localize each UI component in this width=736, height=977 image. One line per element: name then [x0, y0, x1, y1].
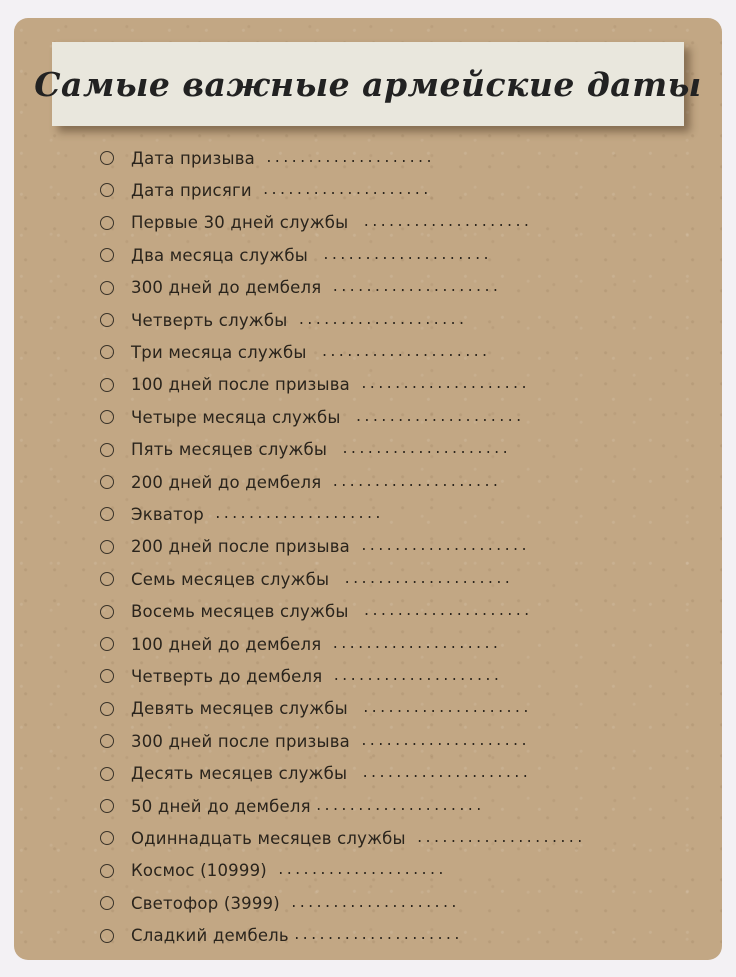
checklist-item-label: Четыре месяца службы	[131, 407, 341, 427]
checklist-item-label: Первые 30 дней службы	[131, 213, 349, 233]
circle-checkbox-icon[interactable]	[100, 410, 114, 424]
circle-checkbox-icon[interactable]	[100, 216, 114, 230]
checklist-item[interactable]	[100, 758, 530, 790]
checklist-item[interactable]	[100, 596, 531, 628]
checklist-item-label: 300 дней после призыва	[131, 731, 350, 751]
circle-checkbox-icon[interactable]	[100, 151, 114, 165]
circle-checkbox-icon[interactable]	[100, 572, 114, 586]
checklist-item[interactable]	[100, 920, 461, 952]
fill-in-dotted-line: ....................	[359, 539, 529, 555]
checklist-item-label: Сладкий дембель	[131, 926, 289, 946]
checklist-item-label: Три месяца службы	[131, 342, 307, 362]
circle-checkbox-icon[interactable]	[100, 669, 114, 683]
circle-checkbox-icon[interactable]	[100, 734, 114, 748]
circle-checkbox-icon[interactable]	[100, 864, 114, 878]
checklist-item[interactable]	[100, 336, 489, 368]
checklist-item[interactable]	[100, 563, 512, 595]
fill-in-dotted-line: ....................	[265, 150, 434, 166]
checklist-item-label: Два месяца службы	[131, 245, 309, 265]
checklist-item[interactable]	[100, 369, 529, 401]
fill-in-dotted-line: ....................	[213, 506, 383, 522]
fill-in-dotted-line: ....................	[362, 215, 531, 231]
checklist-item[interactable]	[100, 725, 529, 757]
checklist-item[interactable]	[100, 239, 491, 271]
checklist-item[interactable]	[100, 790, 483, 822]
checklist-item-label: 100 дней до дембеля	[131, 634, 322, 654]
fill-in-dotted-line: ....................	[331, 474, 500, 490]
circle-checkbox-icon[interactable]	[100, 605, 114, 619]
fill-in-dotted-line: ....................	[322, 247, 491, 263]
checklist-item[interactable]	[100, 628, 500, 660]
fill-in-dotted-line: ....................	[332, 668, 501, 684]
fill-in-dotted-line: ....................	[359, 377, 529, 393]
fill-in-dotted-line: ....................	[314, 798, 484, 814]
circle-checkbox-icon[interactable]	[100, 831, 114, 845]
fill-in-dotted-line: ....................	[415, 830, 585, 846]
circle-checkbox-icon[interactable]	[100, 929, 114, 943]
checklist-item[interactable]	[100, 498, 382, 530]
checklist-item[interactable]	[100, 207, 531, 239]
checklist-item[interactable]	[100, 531, 529, 563]
checklist-item[interactable]	[100, 304, 466, 336]
checklist-item-label: Дата призыва	[131, 148, 255, 168]
checklist-item[interactable]	[100, 887, 458, 919]
circle-checkbox-icon[interactable]	[100, 475, 114, 489]
circle-checkbox-icon[interactable]	[100, 702, 114, 716]
checklist-item-label: Космос (10999)	[131, 861, 267, 881]
checklist-item-label: 100 дней после призыва	[131, 375, 350, 395]
checklist-item-label: Восемь месяцев службы	[131, 602, 349, 622]
circle-checkbox-icon[interactable]	[100, 637, 114, 651]
circle-checkbox-icon[interactable]	[100, 540, 114, 554]
checklist-item-label: 300 дней до дембеля	[131, 278, 322, 298]
checklist-item-label: 50 дней до дембеля	[131, 796, 311, 816]
circle-checkbox-icon[interactable]	[100, 345, 114, 359]
fill-in-dotted-line: ....................	[341, 442, 510, 458]
fill-in-dotted-line: ....................	[359, 733, 529, 749]
fill-in-dotted-line: ....................	[297, 312, 467, 328]
fill-in-dotted-line: ....................	[362, 604, 532, 620]
fill-in-dotted-line: ....................	[320, 344, 490, 360]
kraft-paper-card	[14, 18, 722, 960]
circle-checkbox-icon[interactable]	[100, 507, 114, 521]
checklist-item[interactable]	[100, 693, 530, 725]
checklist-item-label: Четверть службы	[131, 310, 288, 330]
fill-in-dotted-line: ....................	[276, 863, 446, 879]
circle-checkbox-icon[interactable]	[100, 896, 114, 910]
fill-in-dotted-line: ....................	[331, 280, 500, 296]
circle-checkbox-icon[interactable]	[100, 248, 114, 262]
checklist-item-label: Четверть до дембеля	[131, 666, 323, 686]
fill-in-dotted-line: ....................	[331, 636, 500, 652]
checklist-item[interactable]	[100, 660, 501, 692]
checklist-item-label: Одиннадцать месяцев службы	[131, 828, 406, 848]
fill-in-dotted-line: ....................	[289, 895, 459, 911]
checklist-item-label: 200 дней после призыва	[131, 537, 350, 557]
circle-checkbox-icon[interactable]	[100, 767, 114, 781]
checklist-item-label: Семь месяцев службы	[131, 569, 330, 589]
checklist-item[interactable]	[100, 466, 500, 498]
fill-in-dotted-line: ....................	[354, 409, 524, 425]
circle-checkbox-icon[interactable]	[100, 281, 114, 295]
checklist-item[interactable]	[100, 174, 430, 206]
checklist-item-label: Светофор (3999)	[131, 893, 280, 913]
circle-checkbox-icon[interactable]	[100, 183, 114, 197]
checklist-item[interactable]	[100, 855, 445, 887]
checklist-item-label: Экватор	[131, 504, 204, 524]
checklist-item[interactable]	[100, 822, 584, 854]
checklist-item[interactable]	[100, 434, 510, 466]
fill-in-dotted-line: ....................	[292, 928, 462, 944]
checklist-item-label: Пять месяцев службы	[131, 440, 328, 460]
checklist-item[interactable]	[100, 401, 523, 433]
circle-checkbox-icon[interactable]	[100, 443, 114, 457]
fill-in-dotted-line: ....................	[343, 571, 512, 587]
checklist-item-label: Дата присяги	[131, 180, 252, 200]
fill-in-dotted-line: ....................	[261, 182, 431, 198]
circle-checkbox-icon[interactable]	[100, 799, 114, 813]
checklist-item[interactable]	[100, 272, 500, 304]
checklist-item[interactable]	[100, 142, 434, 174]
fill-in-dotted-line: ....................	[361, 701, 531, 717]
checklist-item-label: Девять месяцев службы	[131, 699, 348, 719]
circle-checkbox-icon[interactable]	[100, 378, 114, 392]
checklist-item-label: Десять месяцев службы	[131, 764, 348, 784]
title-banner	[34, 42, 702, 126]
circle-checkbox-icon[interactable]	[100, 313, 114, 327]
fill-in-dotted-line: ....................	[361, 766, 530, 782]
page-title: Самые важные армейские даты	[34, 64, 702, 104]
checklist-item-label: 200 дней до дембеля	[131, 472, 322, 492]
